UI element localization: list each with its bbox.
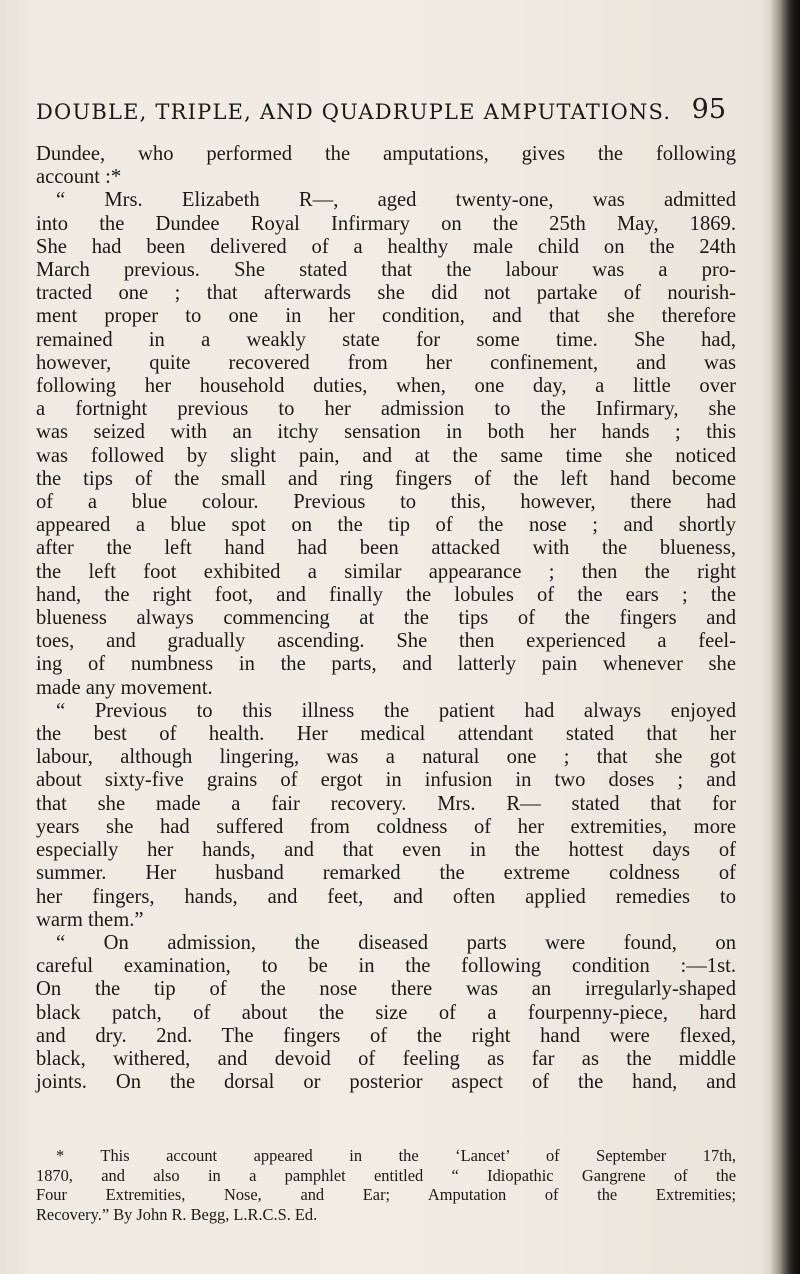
text-line: into the Dundee Royal Infirmary on the 25th May, 1869. xyxy=(36,212,736,235)
text-line: made any movement. xyxy=(36,676,213,699)
text-line: She had been delivered of a healthy male child on the 24th xyxy=(36,235,736,258)
footnote-line: 1870, and also in a pamphlet entitled “ Idiopathic Gangrene of the xyxy=(36,1165,736,1185)
text-line: blueness always commencing at the tips of the fingers and xyxy=(36,607,736,630)
text-line: after the left hand had been attacked with the blueness, xyxy=(36,537,736,560)
text-line: toes, and gradually ascending. She then experienced a feel- xyxy=(36,630,736,653)
text-line: remained in a weakly state for some time. She had, xyxy=(36,328,736,351)
page-edge-shadow xyxy=(770,0,800,1274)
text-line: “ On admission, the diseased parts were found, on xyxy=(56,931,736,954)
footnote-line: * This account appeared in the ‘Lancet’ of September 17th, xyxy=(56,1146,736,1165)
text-line: Dundee, who performed the amputations, gives the following xyxy=(36,143,736,165)
text-line: the best of health. Her medical attendant stated that her xyxy=(36,723,736,746)
body-text xyxy=(36,143,736,1094)
text-line: joints. On the dorsal or posterior aspect of the hand, and xyxy=(36,1071,736,1094)
text-line: years she had suffered from coldness of her extremities, more xyxy=(36,815,736,838)
text-line: that she made a fair recovery. Mrs. R— stated that for xyxy=(36,792,736,815)
text-line: labour, although lingering, was a natural one ; that she got xyxy=(36,746,736,769)
running-header xyxy=(36,94,726,125)
text-line: was seized with an itchy sensation in both her hands ; this xyxy=(36,421,736,444)
text-line: tracted one ; that afterwards she did not partake of nourish- xyxy=(36,282,736,305)
text-line: March previous. She stated that the labour was a pro- xyxy=(36,259,736,282)
text-line: was followed by slight pain, and at the same time she noticed xyxy=(36,444,736,467)
text-line: following her household duties, when, one day, a little over xyxy=(36,375,736,398)
text-line: “ Previous to this illness the patient had always enjoyed xyxy=(56,699,736,722)
text-line: the tips of the small and ring fingers of the left hand become xyxy=(36,467,736,490)
text-line: about sixty-five grains of ergot in infusion in two doses ; and xyxy=(36,769,736,792)
text-line: ing of numbness in the parts, and latterly pain whenever she xyxy=(36,653,736,676)
text-line: summer. Her husband remarked the extreme coldness of xyxy=(36,862,736,885)
text-line: “ Mrs. Elizabeth R—, aged twenty-one, was admitted xyxy=(56,189,736,212)
running-title: DOUBLE, TRIPLE, AND QUADRUPLE AMPUTATIONS. xyxy=(36,100,672,124)
text-line: careful examination, to be in the following condition :—1st. xyxy=(36,955,736,978)
text-line: black patch, of about the size of a fourpenny-piece, hard xyxy=(36,1001,736,1024)
page-number: 95 xyxy=(691,94,726,125)
footnote-line: Four Extremities, Nose, and Ear; Amputation of the Extremities; xyxy=(36,1185,736,1204)
text-line: account :* xyxy=(36,166,122,189)
text-line: and dry. 2nd. The fingers of the right hand were flexed, xyxy=(36,1024,736,1047)
text-line: ment proper to one in her condition, and that she therefore xyxy=(36,305,736,328)
text-line: of a blue colour. Previous to this, however, there had xyxy=(36,491,736,514)
text-line: On the tip of the nose there was an irregularly-shaped xyxy=(36,978,736,1001)
text-line: the left foot exhibited a similar appearance ; then the right xyxy=(36,560,736,583)
footnote xyxy=(36,1146,736,1224)
text-line: especially her hands, and that even in the hottest days of xyxy=(36,839,736,862)
footnote-line: Recovery.” By John R. Begg, L.R.C.S. Ed. xyxy=(36,1204,318,1224)
text-line: hand, the right foot, and finally the lobules of the ears ; the xyxy=(36,583,736,606)
text-line: black, withered, and devoid of feeling as far as the middle xyxy=(36,1047,736,1070)
text-line: however, quite recovered from her confinement, and was xyxy=(36,351,736,374)
text-line: a fortnight previous to her admission to the Infirmary, she xyxy=(36,398,736,421)
text-line: warm them.” xyxy=(36,908,144,931)
text-line: appeared a blue spot on the tip of the nose ; and shortly xyxy=(36,514,736,537)
text-line: her fingers, hands, and feet, and often applied remedies to xyxy=(36,885,736,908)
